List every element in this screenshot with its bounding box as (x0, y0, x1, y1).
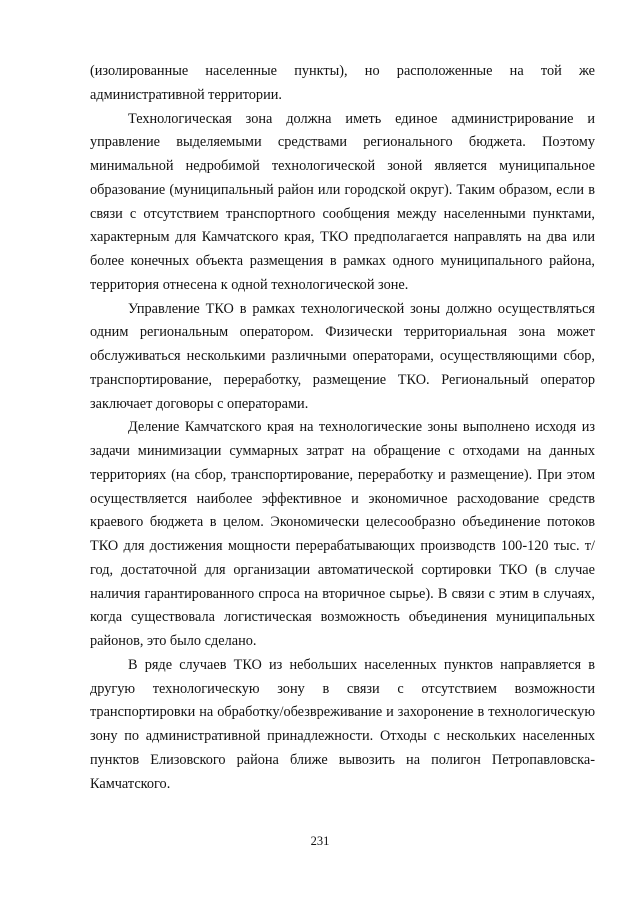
paragraph-technological-zone: Технологическая зона должна иметь единое администрирование и управление выделяемыми средствами регионального бюджета. Поэтому минимальной недробимой технологической зоной является муниципальное образование (муниципальный район или городской округ). Таким образом, если в связи с отсутствием транспортного сообщения между населенными пунктами, характерным для Камчатского края, ТКО предполагается направлять на два или более конечных объекта размещения в рамках одного муниципального района, территория отнесена к одной технологической зоне. (90, 110, 595, 293)
paragraph-tko-management: Управление ТКО в рамках технологической зоны должно осуществляться одним региональным оператором. Физически территориальная зона может обслуживаться несколькими различными операторами, осуществляющими сбор, транспортирование, переработку, размещение ТКО. Региональный оператор заключает договоры с операторами. (90, 300, 595, 412)
document-page (90, 60, 595, 796)
paragraph-zone-division: Деление Камчатского края на технологические зоны выполнено исходя из задачи минимизации суммарных затрат на обращение с отходами на данных территориях (на сбор, транспортирование, переработку и размещение). При этом осуществляется наиболее эффективное и экономичное расходование средств краевого бюджета в целом. Экономически целесообразно объединение потоков ТКО для достижения мощности перерабатывающих производств 100-120 тыс. т/год, достаточной для организации автоматической сортировки ТКО (в случае наличия гарантированного спроса на вторичное сырье). В связи с этим в случаях, когда существовала логистическая возможность объединения муниципальных районов, это было сделано. (90, 419, 595, 649)
page-number: 231 (310, 834, 330, 848)
paragraph-continuation: (изолированные населенные пункты), но расположенные на той же административной территории. (90, 63, 595, 103)
paragraph-small-settlements: В ряде случаев ТКО из небольших населенных пунктов направляется в другую технологическую зону в связи с отсутствием возможности транспортировки на обработку/обезвреживание и захоронение в технологическую зону по административной принадлежности. Отходы с нескольких населенных пунктов Елизовского района ближе вывозить на полигон Петропавловска-Камчатского. (90, 656, 595, 792)
